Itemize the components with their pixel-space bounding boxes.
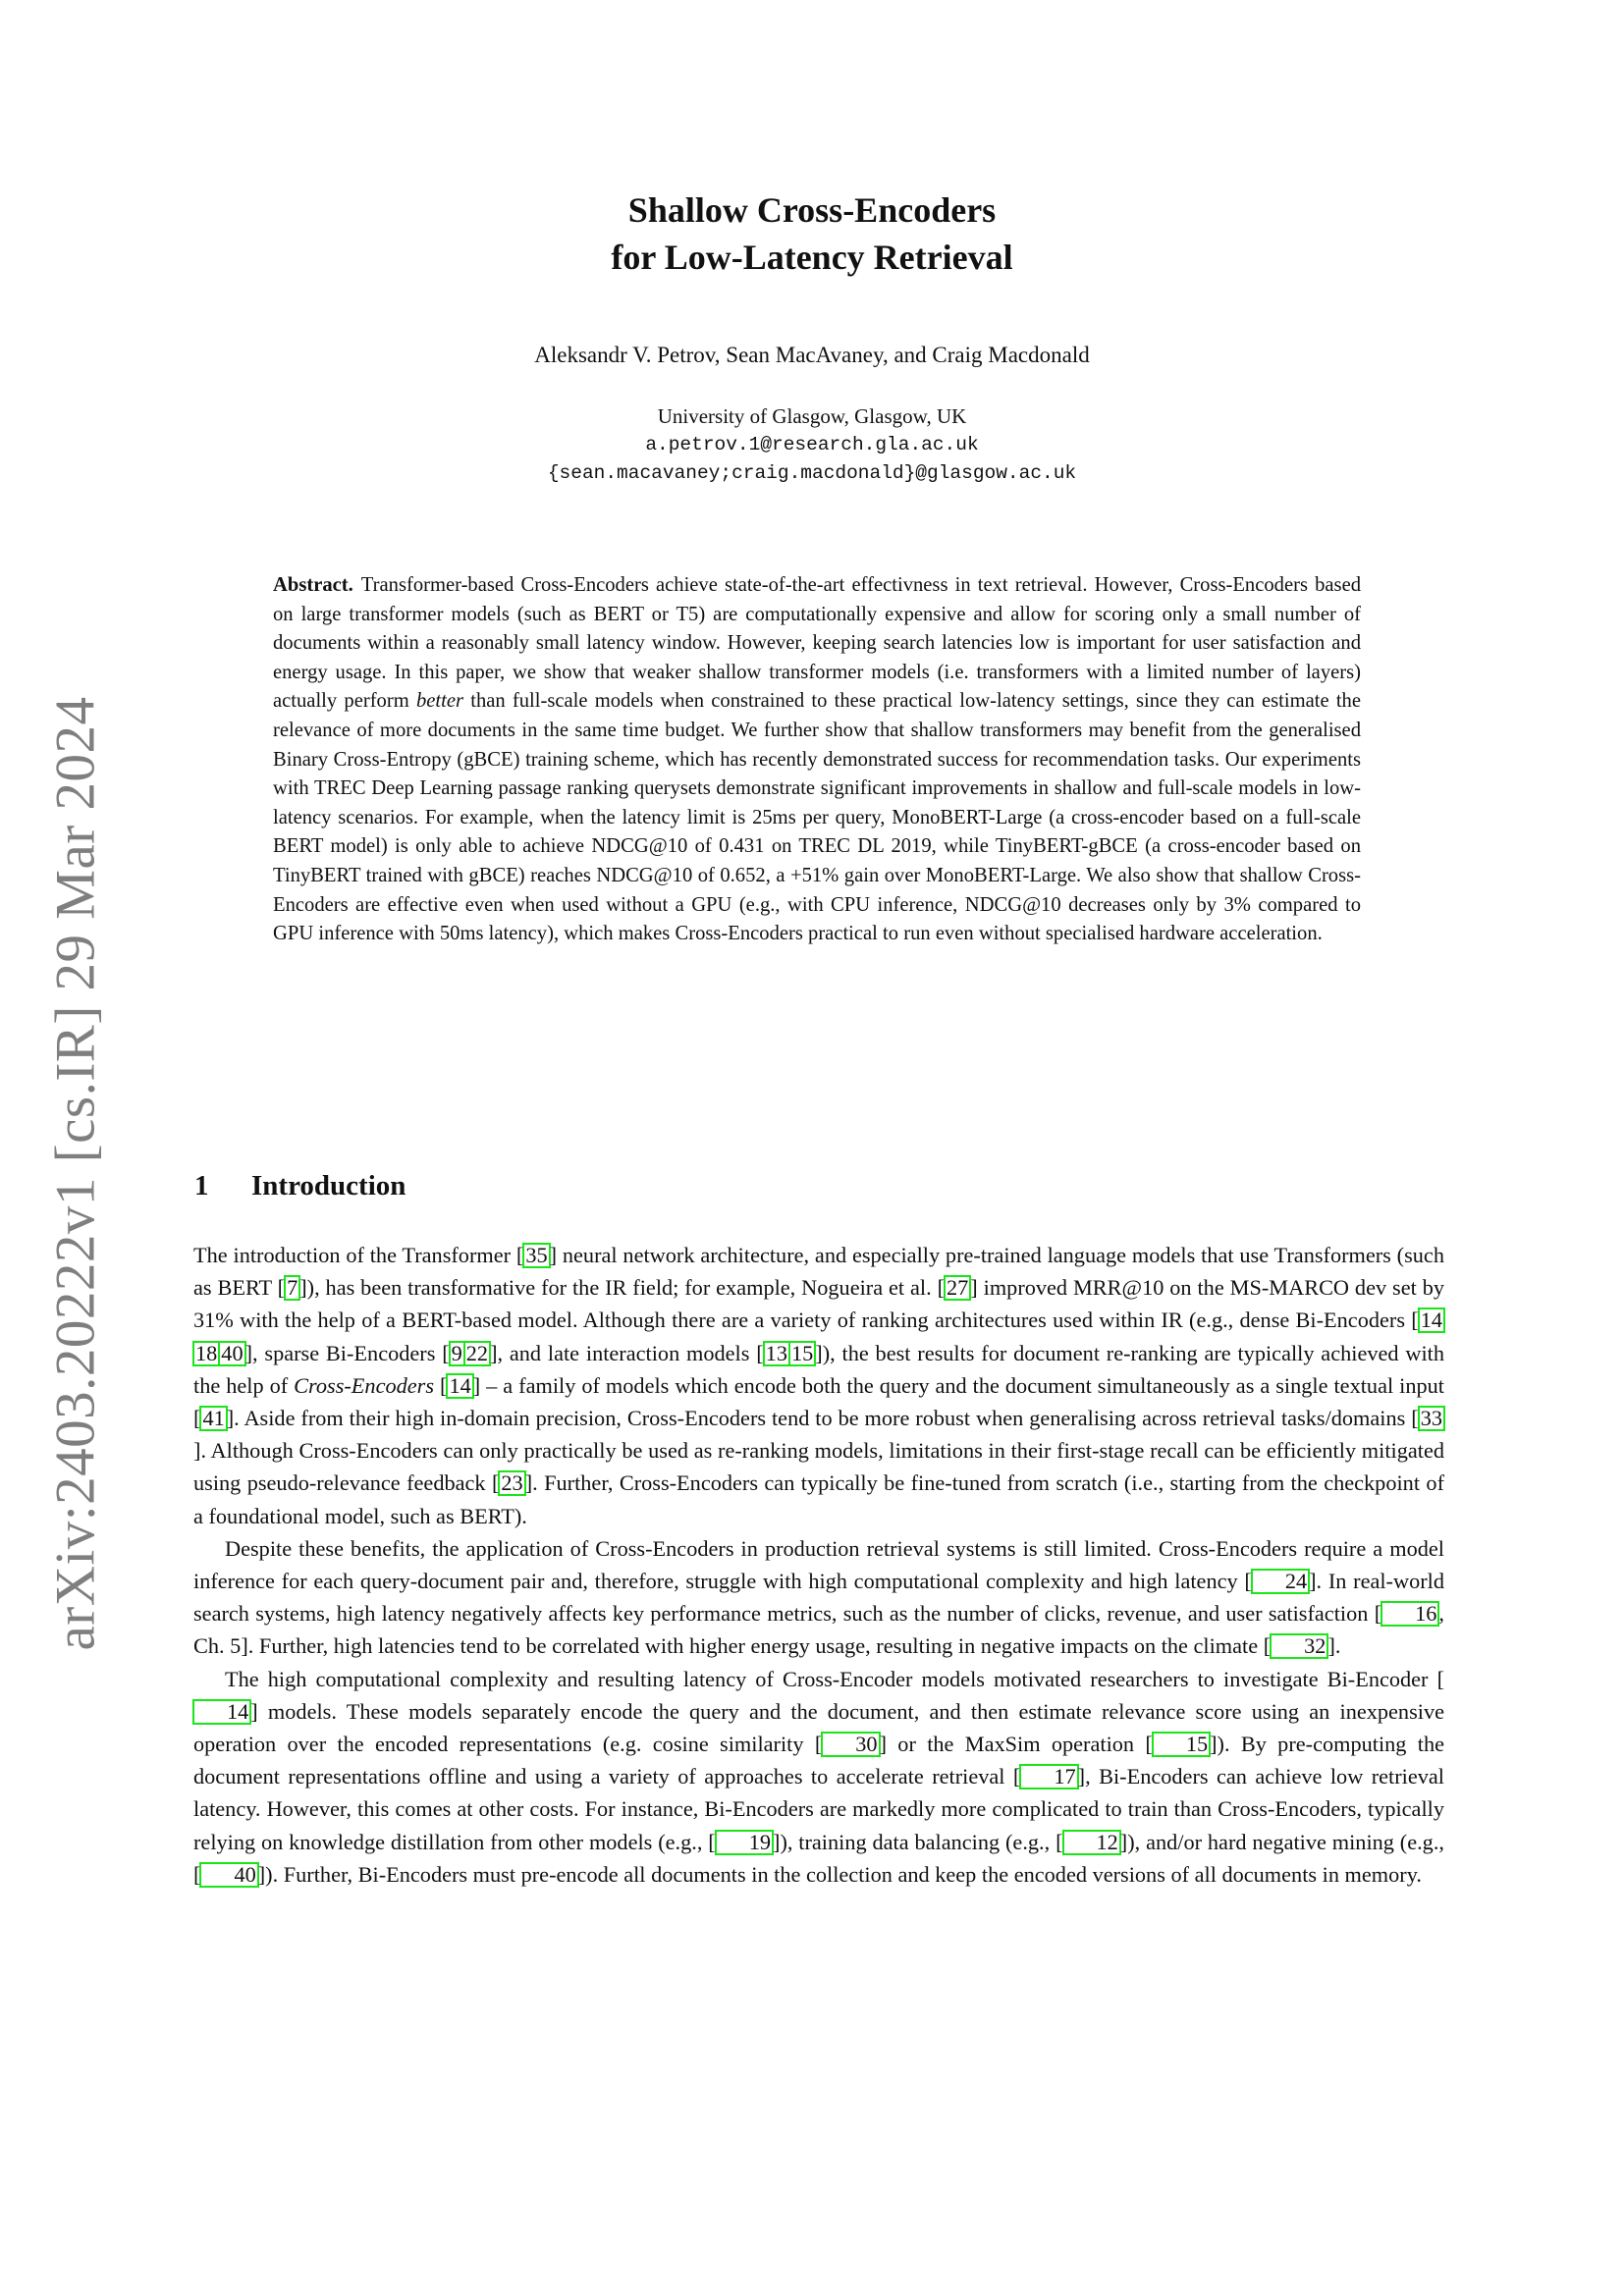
affiliation: University of Glasgow, Glasgow, UK (657, 404, 967, 428)
citation-link-22[interactable]: 22 (463, 1341, 491, 1366)
citation-link-23[interactable]: 23 (498, 1470, 525, 1496)
arxiv-identifier-sidebar (41, 687, 110, 1659)
text-run: ), and/or hard negative mining (e.g., (1127, 1829, 1444, 1854)
abstract-emphasis: better (415, 690, 463, 713)
abstract-text-2: than full-scale models when constrained to these practical low-latency settings, since they can estimate the relevance of more documents in the same time budget. We further show that shallow transformers may benefit from the generalised Binary Cross-Entropy (gBCE) training scheme, which has recently demonstrated success for recommendation tasks. Our experiments with TREC Deep Learning passage ranking querysets demonstrate significant improvements in shallow and full-scale models in low-latency scenarios. For example, when the latency limit is 25ms per query, MonoBERT-Large (a cross-encoder based on a full-scale BERT model) is only able to achieve NDCG@10 of 0.431 on TREC DL 2019, while TinyBERT-gBCE (a cross-encoder based on TinyBERT trained with gBCE) reaches NDCG@10 of 0.652, a +51% gain over MonoBERT-Large. We also show that shallow Cross-Encoders are effective even when used without a GPU (e.g., with CPU inference, NDCG@10 decreases only by 3% compared to GPU inference with 50ms latency), which makes Cross-Encoders practical to run even without specialised hardware acceleration. (273, 690, 1361, 945)
paragraph: The introduction of the Transformer [35] neural network architecture, and especially pre-trained language models that use Transformers (such as BERT [7]), has been transformative for the IR field; for example, Nogueira et al. [27] improved MRR@10 on the MS-MARCO dev set by 31% with the help of a BERT-based model. Although there are a variety of ranking architectures used within IR (e.g., dense Bi-Encoders [1418 40], sparse Bi-Encoders [9 22], and late interaction models [13 15]), the best results for document re-ranking are typically achieved with the help of Cross-Encoders [14] – a family of models which encode both the query and the document simultaneously as a single textual input [41]. Aside from their high in-domain precision, Cross-Encoders tend to be more robust when generalising across retrieval tasks/domains [33]. Although Cross-Encoders can only practically be used as re-ranking models, limitations in their first-stage recall can be efficiently mitigated using pseudo-relevance feedback [23]. Further, Cross-Encoders can typically be fine-tuned from scratch (i.e., starting from the checkpoint of a foundational model, such as BERT). (193, 1243, 1444, 1528)
citation-link-14[interactable]: 14 (446, 1373, 473, 1399)
text-run: . Further, high latencies tend to be correlated with higher energy usage, resulting in negative impacts on the climate (247, 1633, 1264, 1659)
section-heading-introduction (194, 1168, 406, 1203)
citation-link-30[interactable]: 30 (821, 1732, 880, 1757)
text-run: improved MRR@10 on the MS-MARCO dev set by 31% with the help of a BERT-based model. Although there are a variety of ranking architectures used within IR (e.g., dense Bi-Encoders (193, 1275, 1444, 1333)
citation-link-32[interactable]: 32 (1270, 1633, 1328, 1659)
citation-link-16[interactable]: 16 (1380, 1601, 1439, 1627)
citation-link-24[interactable]: 24 (1251, 1569, 1310, 1594)
citation-link-33[interactable]: 33 (1418, 1406, 1445, 1431)
citation-link-14[interactable]: 14 (1418, 1308, 1445, 1333)
paragraph: Despite these benefits, the application of Cross-Encoders in production retrieval systems is still limited. Cross-Encoders require a model inference for each query-document pair and, therefore, struggle with high computational complexity and high latency [ 24]. In real-world search systems, high latency negatively affects key performance metrics, such as the number of clicks, revenue, and user satisfaction [ 16, Ch. 5]. Further, high latencies tend to be correlated with higher energy usage, resulting in negative impacts on the climate [ 32]. (193, 1535, 1444, 1659)
author-list: Aleksandr V. Petrov, Sean MacAvaney, and Craig Macdonald (534, 343, 1090, 367)
section-number: 1 (194, 1170, 209, 1201)
paper-title (0, 187, 1624, 281)
text-run: ). Further, Bi-Encoders must pre-encode all documents in the collection and keep the encoded versions of all documents in memory. (265, 1861, 1422, 1887)
abstract (273, 571, 1361, 949)
abstract-label: Abstract. (273, 574, 353, 596)
citation-link-27[interactable]: 27 (944, 1275, 971, 1301)
citation-link-13[interactable]: 13 (763, 1341, 790, 1366)
text-run: Despite these benefits, the application of Cross-Encoders in production retrieval systems is still limited. Cross-Encoders require a model inference for each query-document pair and, therefore, struggle with high computational complexity and high latency (193, 1535, 1444, 1594)
text-run: models. These models separately encode the query and the document, and then estimate relevance score using an inexpensive operation over the encoded representations (e.g. cosine similarity (193, 1698, 1444, 1757)
introduction-body (193, 1239, 1444, 1891)
text-run: , sparse Bi-Encoders (252, 1340, 443, 1365)
text-run: ), the best results for document re-ranking are typically achieved with the help of (193, 1340, 1444, 1398)
email-petrov: a.petrov.1@research.gla.ac.uk (645, 434, 979, 455)
emphasized-term: Cross-Encoders (294, 1372, 435, 1398)
text-run: . (1334, 1633, 1341, 1659)
citation-link-15[interactable]: 15 (1152, 1732, 1211, 1757)
citation-link-40[interactable]: 40 (218, 1341, 245, 1366)
text-run (434, 1373, 440, 1398)
arxiv-id-text: arXiv:2403.20222v1 [cs.IR] 29 Mar 2024 (44, 695, 107, 1651)
text-run: The high computational complexity and resulting latency of Cross-Encoder models motivated researchers to investigate Bi-Encoder (225, 1666, 1437, 1691)
section-title: Introduction (251, 1170, 406, 1201)
text-run: or the MaxSim operation (887, 1732, 1146, 1757)
email-macavaney-macdonald: {sean.macavaney;craig.macdonald}@glasgow.ac.uk (547, 462, 1077, 484)
text-run: , Bi-Encoders can achieve low retrieval latency. However, this comes at other costs. For instance, Bi-Encoders are markedly more complicated to train than Cross-Encoders, typically relying on knowledge distillation from other models (e.g., (193, 1764, 1444, 1854)
text-run: . Aside from their high in-domain precision, Cross-Encoders tend to be more robust when generalising across retrieval tasks/domains (234, 1406, 1412, 1431)
text-run: neural network architecture, and especially pre-trained language models that use Transformers (such as BERT (193, 1243, 1444, 1301)
citation-link-17[interactable]: 17 (1019, 1764, 1078, 1789)
citation-link-41[interactable]: 41 (199, 1406, 227, 1431)
citation-link-40[interactable]: 40 (199, 1862, 258, 1888)
citation-link-19[interactable]: 19 (715, 1830, 774, 1855)
text-run: – a family of models which encode both the query and the document simultaneously as a single textual input (480, 1372, 1444, 1398)
text-run: ), has been transformative for the IR field; for example, Nogueira et al. (306, 1275, 938, 1301)
text-run: ), training data balancing (e.g., (780, 1829, 1056, 1854)
citation-link-14[interactable]: 14 (192, 1699, 251, 1725)
text-run: . Although Cross-Encoders can only practically be used as re-ranking models, limitations in their first-stage recall can be efficiently mitigated using pseudo-relevance feedback (193, 1438, 1444, 1496)
text-run: , and late interaction models (497, 1340, 757, 1365)
title-line-1: Shallow Cross-Encoders (627, 190, 997, 230)
citation-link-12[interactable]: 12 (1062, 1830, 1121, 1855)
title-line-2: for Low-Latency Retrieval (611, 238, 1013, 277)
text-run: . In real-world search systems, high latency negatively affects key performance metrics, such as the number of clicks, revenue, and user satisfaction (193, 1569, 1444, 1627)
text-run: ). By pre-computing the document representations offline and using a variety of approaches to accelerate retrieval (193, 1732, 1444, 1789)
citation-link-18[interactable]: 18 (192, 1341, 220, 1366)
affiliation-block (0, 402, 1624, 488)
text-run: . Further, Cross-Encoders can typically be fine-tuned from scratch (i.e., starting from the checkpoint of a foundational model, such as BERT). (193, 1470, 1444, 1528)
citation-link-35[interactable]: 35 (522, 1243, 550, 1268)
text-run: The introduction of the Transformer (193, 1243, 516, 1267)
citation-link-9[interactable]: 9 (449, 1341, 465, 1366)
citation-link-15[interactable]: 15 (788, 1341, 816, 1366)
citation-link-7[interactable]: 7 (284, 1275, 300, 1301)
paragraph: The high computational complexity and resulting latency of Cross-Encoder models motivated researchers to investigate Bi-Encoder [14] models. These models separately encode the query and the document, and then estimate relevance score using an inexpensive operation over the encoded representations (e.g. cosine similarity [ 30] or the MaxSim operation [ 15]). By pre-computing the document representations offline and using a variety of approaches to accelerate retrieval [ 17], Bi-Encoders can achieve low retrieval latency. However, this comes at other costs. For instance, Bi-Encoders are markedly more complicated to train than Cross-Encoders, typically relying on knowledge distillation from other models (e.g., [ 19]), training data balancing (e.g., [ 12]), and/or hard negative mining (e.g., [ 40]). Further, Bi-Encoders must pre-encode all documents in the collection and keep the encoded versions of all documents in memory. (193, 1666, 1444, 1887)
abstract-text-1: Transformer-based Cross-Encoders achieve state-of-the-art effectivness in text retrieval. However, Cross-Encoders based on large transformer models (such as BERT or T5) are computationally expensive and allow for scoring only a small number of documents within a reasonably small latency window. However, keeping search latencies low is important for user satisfaction and energy usage. In this paper, we show that weaker shallow transformer models (i.e. transformers with a limited number of layers) actually perform (273, 574, 1361, 713)
